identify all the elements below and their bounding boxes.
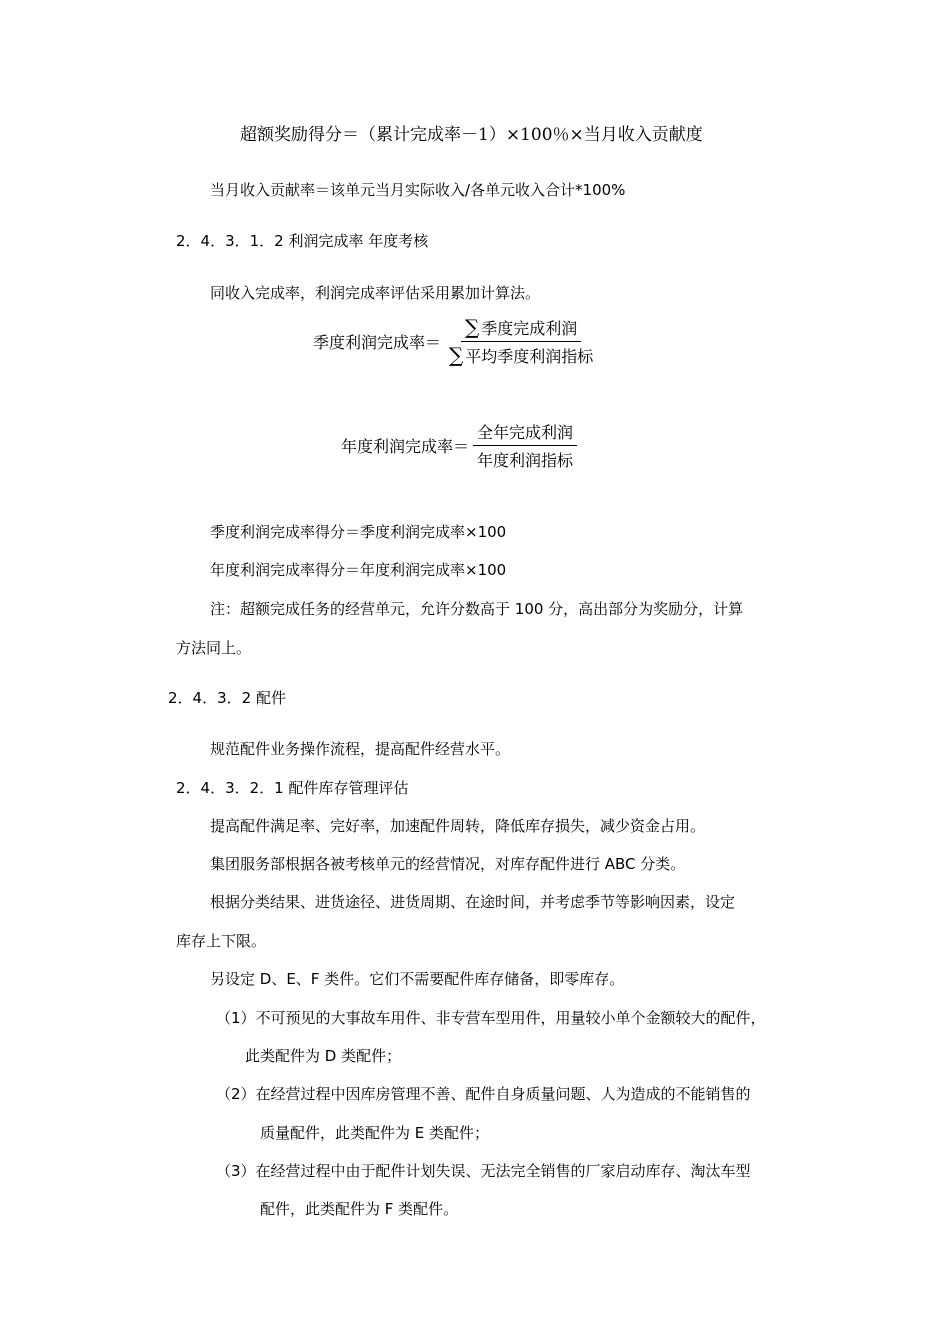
section-heading-parts: 2．4．3．2 配件 xyxy=(168,689,286,707)
quarter-profit-formula xyxy=(313,316,597,367)
contribution-formula: 当月收入贡献率＝该单元当月实际收入/各单元收入合计*100% xyxy=(210,181,626,199)
fraction xyxy=(473,420,577,471)
list-item-2-line-1: （2）在经营过程中因库房管理不善、配件自身质量问题、人为造成的不能销售的 xyxy=(216,1085,751,1103)
section-heading-profit: 2．4．3．1．2 利润完成率 年度考核 xyxy=(176,232,429,250)
note-line-1: 注：超额完成任务的经营单元，允许分数高于 100 分，高出部分为奖励分，计算 xyxy=(210,600,744,618)
fraction-numerator: ∑ 季度完成利润 xyxy=(461,316,581,342)
inventory-paragraph-2: 集团服务部根据各被考核单元的经营情况，对库存配件进行 ABC 分类。 xyxy=(210,855,686,873)
fraction xyxy=(445,316,597,367)
inventory-paragraph-1: 提高配件满足率、完好率，加速配件周转，降低库存损失，减少资金占用。 xyxy=(210,817,706,835)
list-item-2-line-2: 质量配件，此类配件为 E 类配件； xyxy=(260,1124,490,1142)
inventory-paragraph-3-line-1: 根据分类结果、进货途径、进货周期、在途时间，并考虑季节等影响因素，设定 xyxy=(210,893,736,911)
inventory-paragraph-4: 另设定 D、E、F 类件。它们不需要配件库存储备，即零库存。 xyxy=(210,970,625,988)
list-item-3-line-2: 配件，此类配件为 F 类配件。 xyxy=(260,1200,459,1218)
formula-lhs: 季度利润完成率＝ xyxy=(313,333,442,352)
sigma-symbol: ∑ xyxy=(449,343,464,367)
fraction-numerator: 全年完成利润 xyxy=(473,420,577,446)
excess-bonus-formula: 超额奖励得分＝（累计完成率－1）×100％×当月收入贡献度 xyxy=(240,125,703,145)
section-heading-inventory: 2．4．3．2．1 配件库存管理评估 xyxy=(176,779,409,797)
parts-intro: 规范配件业务操作流程，提高配件经营水平。 xyxy=(210,740,511,758)
annual-profit-formula xyxy=(341,420,577,471)
formula-lhs: 年度利润完成率＝ xyxy=(341,437,470,456)
list-item-1-line-1: （1）不可预见的大事故车用件、非专营车型用件，用量较小单个金额较大的配件， xyxy=(216,1009,766,1027)
sigma-symbol: ∑ xyxy=(465,315,480,339)
quarter-score: 季度利润完成率得分＝季度利润完成率×100 xyxy=(210,523,507,541)
list-item-3-line-1: （3）在经营过程中由于配件计划失误、无法完全销售的厂家启动库存、淘汰车型 xyxy=(216,1162,751,1180)
fraction-denominator: 年度利润指标 xyxy=(477,451,574,470)
inventory-paragraph-3-line-2: 库存上下限。 xyxy=(176,932,267,950)
note-line-2: 方法同上。 xyxy=(176,639,252,657)
fraction-denominator: ∑ 平均季度利润指标 xyxy=(449,343,594,367)
annual-score: 年度利润完成率得分＝年度利润完成率×100 xyxy=(210,561,507,579)
profit-intro: 同收入完成率，利润完成率评估采用累加计算法。 xyxy=(210,284,541,302)
list-item-1-line-2: 此类配件为 D 类配件； xyxy=(245,1047,402,1065)
